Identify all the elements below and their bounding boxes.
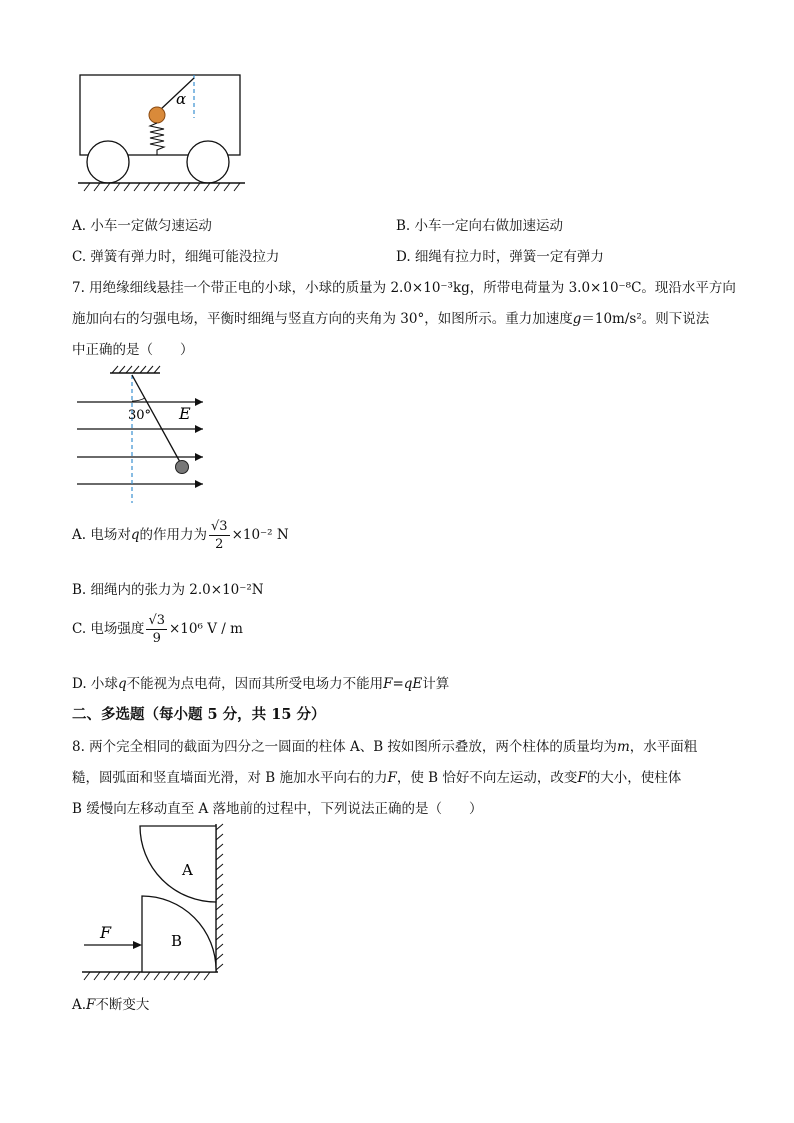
- wall-hatch: [216, 824, 223, 970]
- q7-option-c: C. 电场强度 $\frac{√3}{9}$ ×10⁶ V / m: [72, 613, 243, 646]
- charged-ball: [176, 461, 189, 474]
- q6-option-b: B. 小车一定向右做加速运动: [396, 218, 564, 234]
- spring: [150, 123, 164, 155]
- fraction: $\frac{√3}{2}$: [211, 519, 228, 552]
- ball: [149, 107, 165, 123]
- q7-option-b: B. 细绳内的张力为 2.0×10⁻²N: [72, 582, 264, 598]
- right-wheel: [187, 141, 229, 183]
- angle-label: 30°: [128, 408, 152, 423]
- ground-hatch: [84, 183, 240, 191]
- q8-stem-line3: B 缓慢向左移动直至 A 落地前的过程中，下列说法正确的是（ ）: [72, 801, 483, 817]
- label-a: A: [182, 861, 193, 879]
- cart-figure: [70, 70, 250, 195]
- q6-option-d: D. 细绳有拉力时，弹簧一定有弹力: [396, 249, 604, 265]
- q6-option-a: A. 小车一定做匀速运动: [72, 218, 212, 234]
- q7-option-d: D. 小球q不能视为点电荷，因而其所受电场力不能用F=qE计算: [72, 676, 450, 692]
- label-b: B: [171, 932, 183, 950]
- ceiling-hatch: [112, 366, 160, 373]
- q6-option-c: C. 弹簧有弹力时，细绳可能没拉力: [72, 249, 280, 265]
- electric-field-figure: [75, 365, 215, 505]
- floor-hatch: [84, 972, 210, 980]
- left-wheel: [87, 141, 129, 183]
- q8-stem-line1: 8. 两个完全相同的截面为四分之一圆面的柱体 A、B 按如图所示叠放，两个柱体的质量均为m，水平面粗: [72, 739, 698, 755]
- angle-arc: [132, 398, 145, 401]
- angle-label: α: [176, 90, 187, 108]
- label-f: F: [100, 923, 112, 942]
- field-label: E: [179, 404, 191, 423]
- q8-stem-line2: 糙，圆弧面和竖直墙面光滑，对 B 施加水平向右的力F，使 B 恰好不向左运动，改变F的大小，使柱体: [72, 770, 682, 786]
- section-heading: 二、多选题（每小题 5 分，共 15 分）: [72, 706, 326, 723]
- cylinder-a: [140, 826, 216, 902]
- q7-option-a: A. 电场对q的作用力为 $\frac{√3}{2}$ ×10⁻² N: [72, 519, 289, 552]
- q7-stem-line3: 中正确的是（ ）: [72, 342, 194, 358]
- q7-stem-line1: 7. 用绝缘细线悬挂一个带正电的小球，小球的质量为 2.0×10⁻³kg，所带电荷量为 3.0×10⁻⁸C。现沿水平方向: [72, 280, 736, 296]
- q7-stem-line2: 施加向右的匀强电场，平衡时细绳与竖直方向的夹角为 30°，如图所示。重力加速度g＝10m/s²。则下说法: [72, 311, 710, 327]
- q8-option-a: A.F不断变大: [72, 997, 150, 1013]
- fraction: $\frac{√3}{9}$: [148, 613, 165, 646]
- quarter-cylinder-figure: [80, 820, 230, 985]
